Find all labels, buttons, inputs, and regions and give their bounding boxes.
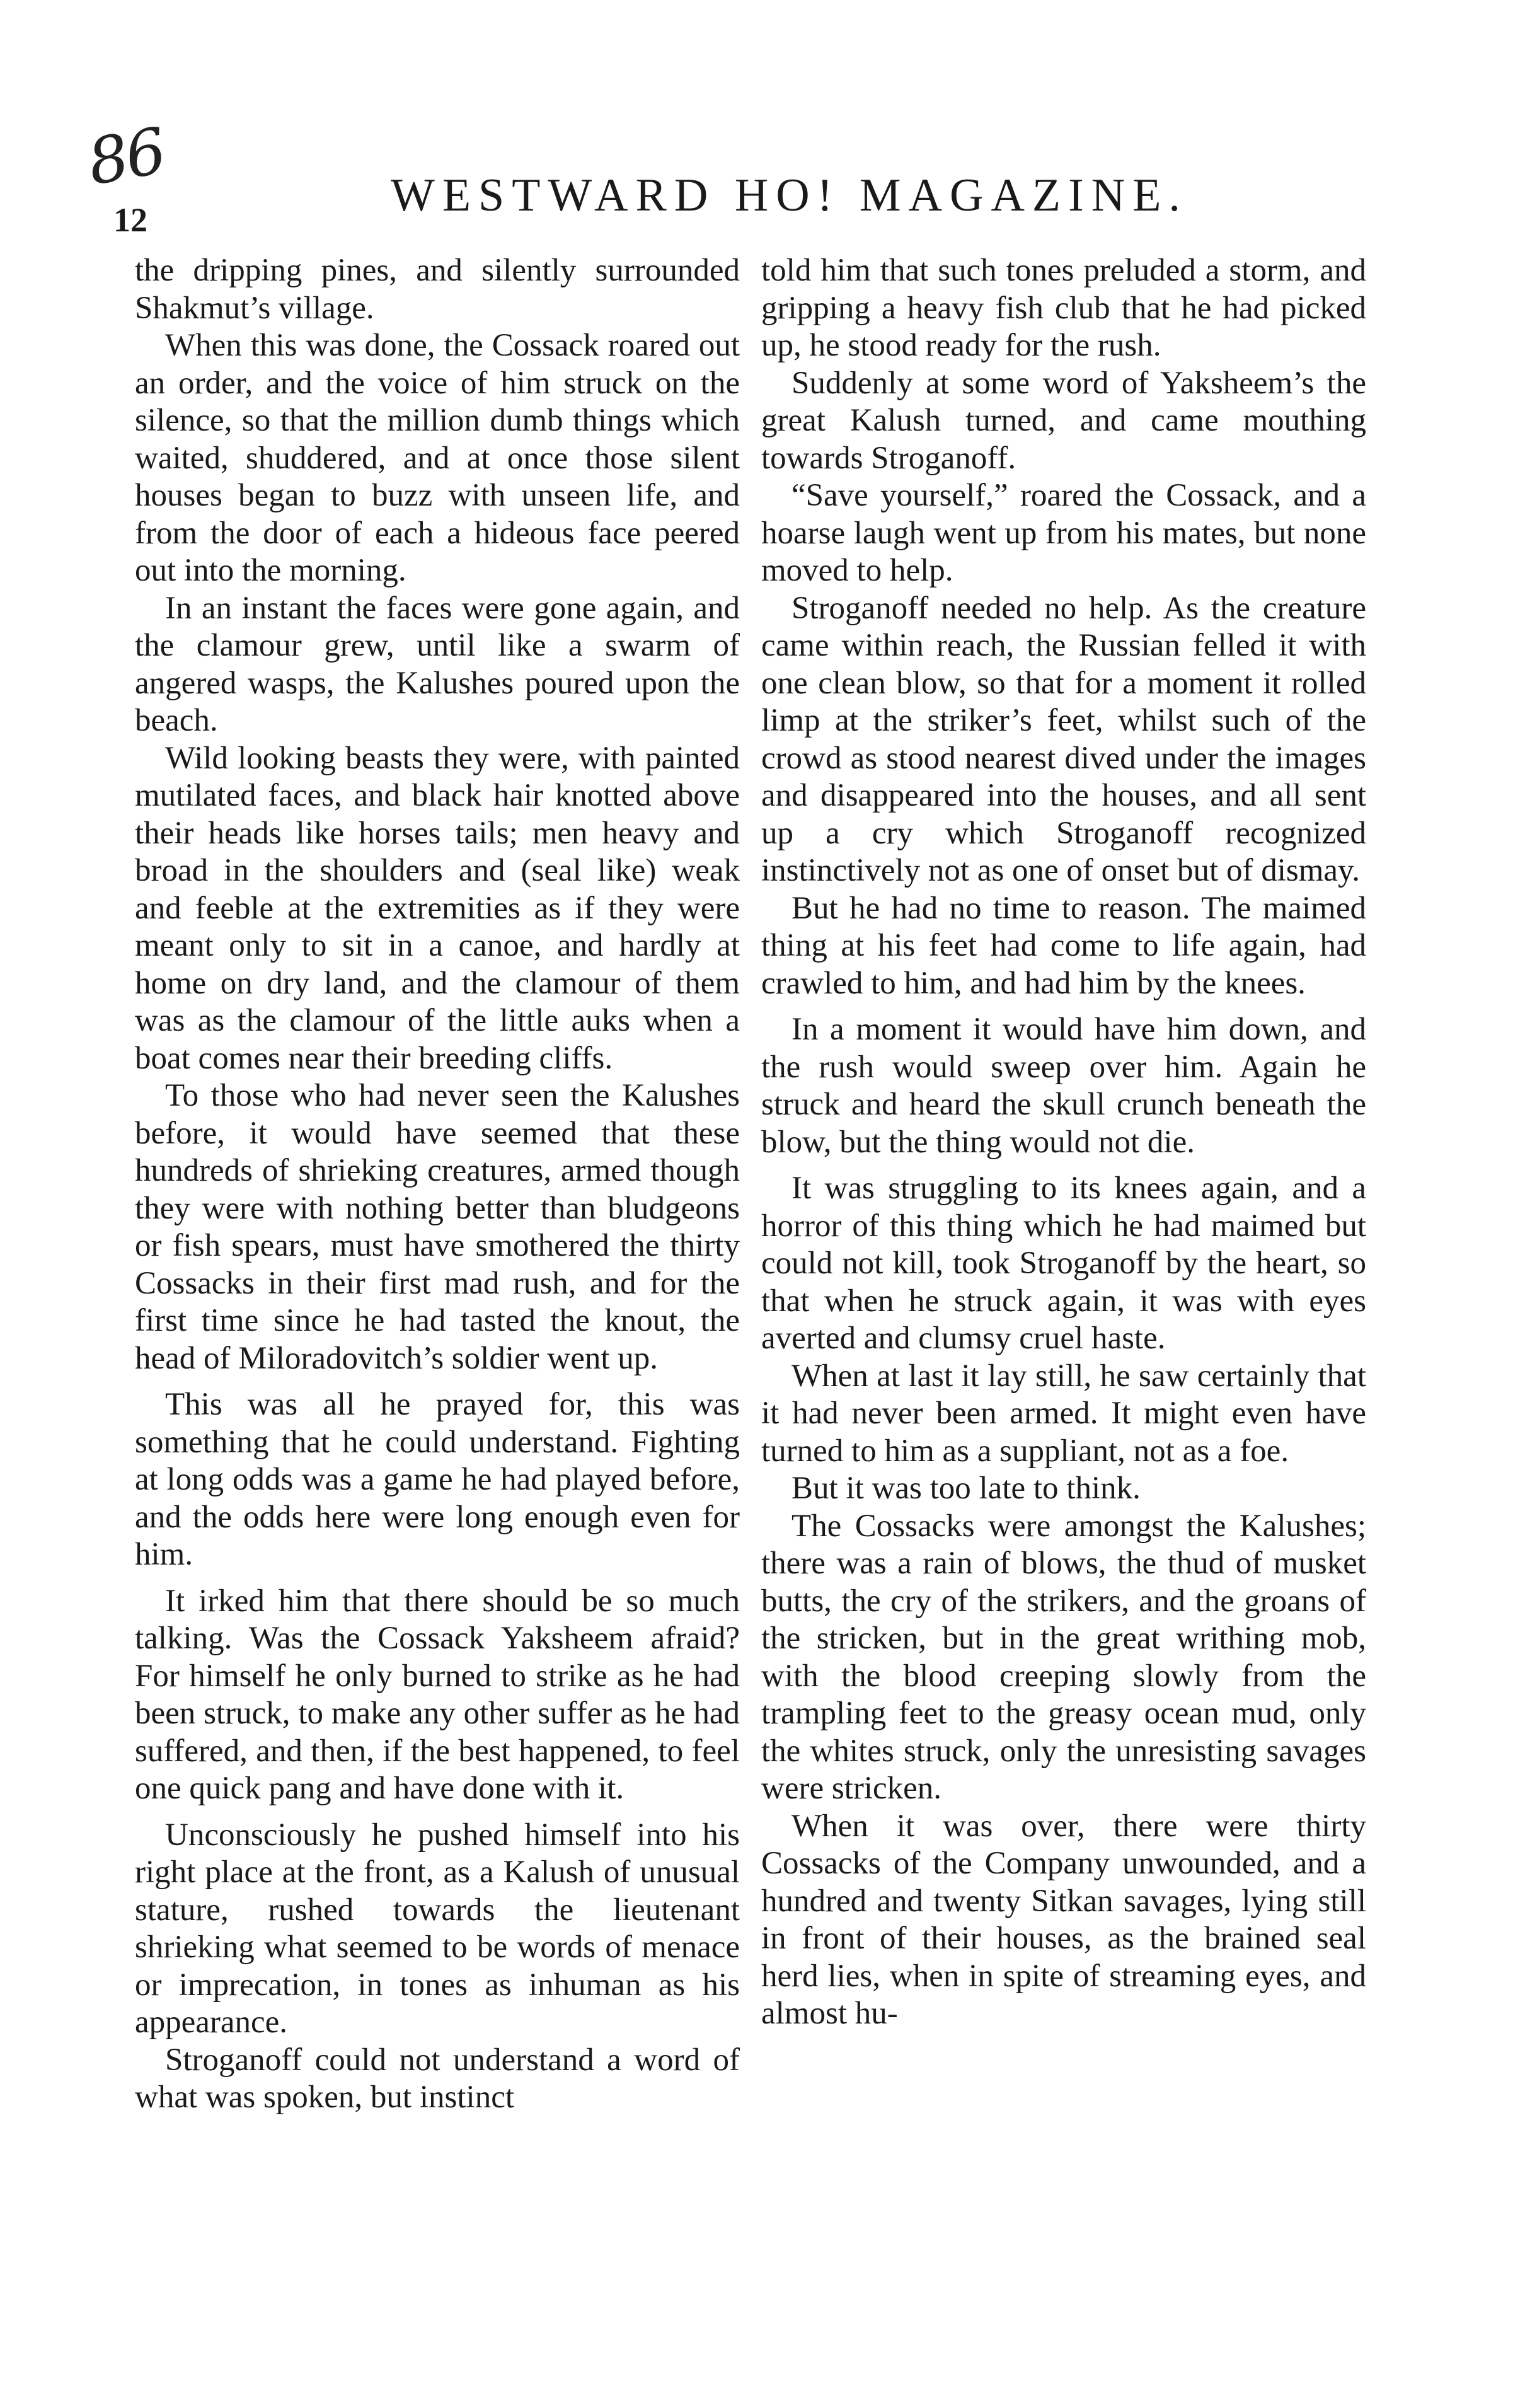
paragraph: But it was too late to think. [791,1471,1141,1506]
paragraph: When this was done, the Cossack roared out an order, and the voice of him struck on the silence, so that the million dumb things which waited, shuddered, and at once those silent houses began to buzz with unseen life, and from the door of each a hideous face peered out into the morning. [135,328,740,588]
handwritten-page-mark: 86 [82,113,170,200]
paragraph: But he had no time to reason. The maimed thing at his feet had come to life again, had crawled to him, and had him by the knees. [761,890,1366,1001]
paragraph: When at last it lay still, he saw certainly that it had never been armed. It might even have turned to him as a suppliant, not as a foe. [761,1358,1366,1469]
left-column [135,252,740,2117]
paragraph: Suddenly at some word of Yaksheem’s the great Kalush turned, and came mouthing towards Stroganoff. [761,365,1366,476]
paragraph: the dripping pines, and silently surrounded Shakmut’s village. [135,253,740,326]
paragraph: In a moment it would have him down, and the rush would sweep over him. Again he struck and heard the skull crunch beneath the blow, but the thing would not die. [761,1012,1366,1160]
paragraph: It was struggling to its knees again, and a horror of this thing which he had maimed but could not kill, took Stroganoff by the heart, so that when he struck again, it was with eyes averted and clumsy cruel haste. [761,1171,1366,1356]
paragraph: When it was over, there were thirty Cossacks of the Company unwounded, and a hundred and twenty Sitkan savages, lying still in front of their houses, as the brained seal herd lies, when in spite of streaming eyes, and almost hu- [761,1808,1366,2031]
paragraph: In an instant the faces were gone again, and the clamour grew, until like a swarm of angered wasps, the Kalushes poured upon the beach. [135,590,740,738]
paragraph: Wild looking beasts they were, with painted mutilated faces, and black hair knotted above their heads like horses tails; men heavy and broad in the shoulders and (seal like) weak and feeble at the extremities as if they were meant only to sit in a canoe, and hardly at home on dry land, and the clamour of them was as the clamour of the little auks when a boat comes near their breeding cliffs. [135,740,740,1076]
right-column [761,252,1366,2033]
paragraph: Unconsciously he pushed himself into his right place at the front, as a Kalush of unusual stature, rushed towards the lieutenant shrieking what seemed to be words of menace or imprecation, in tones as inhuman as his appearance. [135,1817,740,2040]
paragraph: “Save yourself,” roared the Cossack, and a hoarse laugh went up from his mates, but none moved to help. [761,478,1366,588]
paragraph: Stroganoff could not understand a word of what was spoken, but instinct [135,2042,740,2115]
running-head: WESTWARD HO! MAGAZINE. [391,170,1188,221]
paragraph: The Cossacks were amongst the Kalushes; there was a rain of blows, the thud of musket butts, the cry of the strikers, and the groans of the stricken, but in the great writhing mob, with the blood creeping slowly from the trampling feet to the greasy ocean mud, only the whites struck, only the unresisting savages were stricken. [761,1508,1366,1806]
paragraph: To those who had never seen the Kalushes before, it would have seemed that these hundreds of shrieking creatures, armed though they were with nothing better than bludgeons or fish spears, must have smothered the thirty Cossacks in their first mad rush, and for the first time since he had tasted the knout, the head of Miloradovitch’s soldier went up. [135,1078,740,1376]
paragraph: This was all he prayed for, this was something that he could understand. Fighting at long odds was a game he had played before, and the odds here were long enough even for him. [135,1387,740,1572]
paragraph: It irked him that there should be so much talking. Was the Cossack Yaksheem afraid? For himself he only burned to strike as he had been struck, to make any other suffer as he had suffered, and then, if the best happened, to feel one quick pang and have done with it. [135,1583,740,1806]
page-number: 12 [113,201,147,239]
paragraph: Stroganoff needed no help. As the creature came within reach, the Russian felled it with one clean blow, so that for a moment it rolled limp at the striker’s feet, whilst such of the crowd as stood nearest dived under the images and disappeared into the houses, and all sent up a cry which Stroganoff recognized instinctively not as one of onset but of dismay. [761,590,1366,888]
paragraph: told him that such tones preluded a storm, and gripping a heavy fish club that he had picked up, he stood ready for the rush. [761,253,1366,363]
